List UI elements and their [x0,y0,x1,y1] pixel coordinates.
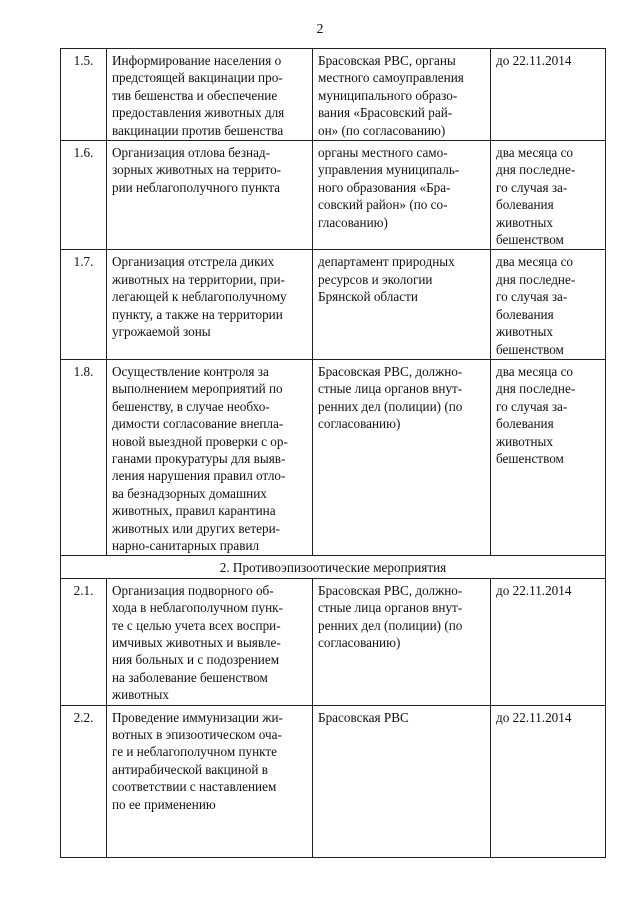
text-line: Брянской области [318,289,418,305]
action-cell [107,705,313,857]
text-line: ного образования «Бра- [318,179,451,195]
text-line: ганами прокуратуры для выяв- [112,450,286,466]
text-line: стные лица органов внут- [318,381,463,397]
text-line: два месяца со [496,254,574,270]
text-line: он» (по согласованию) [318,122,446,138]
deadline-cell [491,49,606,141]
text-line: димости согласование внепла- [112,416,284,432]
text-line: до 22.11.2014 [496,709,572,725]
text-line: бешенством [496,450,564,466]
text-line: Проведение иммунизации жи- [112,709,283,725]
measures-table [60,48,606,858]
text-line: согласованию) [318,635,401,650]
text-line: вания «Брасовский рай- [318,105,453,121]
responsible-cell [313,705,491,857]
deadline-cell [491,250,606,359]
text-line: животных, правил карантина [112,503,276,519]
text-line: муниципального образо- [318,87,458,103]
item-number: 2.2. [61,705,107,857]
text-line: дня последне- [496,381,576,397]
deadline-cell [491,705,606,857]
text-line: ния больных и с подозрением [112,652,280,668]
table-row [61,49,606,141]
text-line: го случая за- [496,398,568,414]
text-line: пункту, а также на территории [112,306,283,322]
responsible-cell [313,359,491,555]
text-line: животных или других ветери- [112,520,281,536]
text-line: дня последне- [496,162,576,178]
table-row [61,359,606,555]
text-line: зорных животных на террито- [112,162,282,178]
text-line: Организация подворного об- [112,582,274,598]
text-line: Брасовская РВС, должно- [318,582,463,598]
table-row [61,578,606,705]
text-line: хода в неблагополучном пунк- [112,600,283,616]
text-line: ренних дел (полиции) (по [318,398,463,414]
text-line: дня последне- [496,271,576,287]
text-line: вотных в эпизоотическом оча- [112,727,282,743]
text-line: предстоящей вакцинации про- [112,70,283,86]
text-line: Организация отстрела диких [112,254,275,270]
text-line: ресурсов и экологии [318,271,433,287]
text-line: совский район» (по со- [318,197,448,213]
text-line: Брасовская РВС [318,709,409,725]
text-line: вакцинации против бешенства [112,122,284,138]
deadline-cell [491,578,606,705]
text-line: легающей к неблагополучному [112,289,287,305]
responsible-cell [313,250,491,359]
text-line: бешенству, в случае необхо- [112,398,270,414]
text-line: болевания [496,416,554,432]
text-line: животных на территории, при- [112,271,285,287]
section-row [61,556,606,578]
text-line: новой выездной проверки с ор- [112,433,288,449]
text-line: бешенством [496,232,564,248]
text-line: тив бешенства и обеспечение [112,87,278,103]
action-cell [107,578,313,705]
responsible-cell [313,49,491,141]
text-line: го случая за- [496,289,568,305]
text-line: согласованию) [318,416,401,432]
text-line: животных [496,433,553,449]
text-line: органы местного само- [318,145,448,161]
action-cell [107,141,313,250]
action-cell [107,359,313,555]
action-cell [107,250,313,359]
text-line: по ее применению [112,796,216,812]
text-line: Брасовская РВС, должно- [318,363,463,379]
text-line: Брасовская РВС, органы [318,53,456,68]
text-line: болевания [496,197,554,213]
text-line: до 22.11.2014 [496,53,572,68]
text-line: Организация отлова безнад- [112,145,271,161]
item-number: 1.5. [61,49,107,141]
text-line: департамент природных [318,254,455,270]
text-line: гласованию) [318,214,388,230]
text-line: бешенством [496,341,564,357]
action-cell [107,49,313,141]
text-line: два месяца со [496,363,574,379]
text-line: животных [496,214,553,230]
deadline-cell [491,141,606,250]
responsible-cell [313,578,491,705]
text-line: на заболевание бешенством [112,669,268,685]
deadline-cell [491,359,606,555]
item-number: 1.6. [61,141,107,250]
text-line: ва безнадзорных домашних [112,485,267,501]
text-line: местного самоуправления [318,70,464,86]
text-line: стные лица органов внут- [318,600,463,616]
table-row [61,141,606,250]
text-line: антирабической вакциной в [112,761,268,777]
text-line: животных [496,324,553,340]
item-number: 1.7. [61,250,107,359]
table-row [61,705,606,857]
text-line: ге и неблагополучном пункте [112,744,278,760]
text-line: два месяца со [496,145,574,161]
item-number: 1.8. [61,359,107,555]
text-line: соответствии с наставлением [112,779,277,795]
text-line: управления муниципаль- [318,162,460,178]
item-number: 2.1. [61,578,107,705]
responsible-cell [313,141,491,250]
text-line: рии неблагополучного пункта [112,179,281,195]
text-line: Осуществление контроля за [112,363,269,379]
text-line: ления нарушения правил отло- [112,468,286,484]
text-line: выполнением мероприятий по [112,381,283,397]
text-line: угрожаемой зоны [112,324,211,340]
text-line: до 22.11.2014 [496,582,572,598]
text-line: нарно-санитарных правил [112,537,260,553]
text-line: болевания [496,306,554,322]
text-line: го случая за- [496,179,568,195]
text-line: Информирование населения о [112,53,282,68]
text-line: животных [112,687,169,703]
text-line: имчивых животных и выявле- [112,635,281,650]
text-line: ренних дел (полиции) (по [318,617,463,633]
text-line: предоставления животных для [112,105,285,121]
page-number: 2 [316,22,324,37]
section-title: 2. Противоэпизоотические мероприятия [61,556,606,578]
text-line: те с целью учета всех воспри- [112,617,281,633]
table-row [61,250,606,359]
